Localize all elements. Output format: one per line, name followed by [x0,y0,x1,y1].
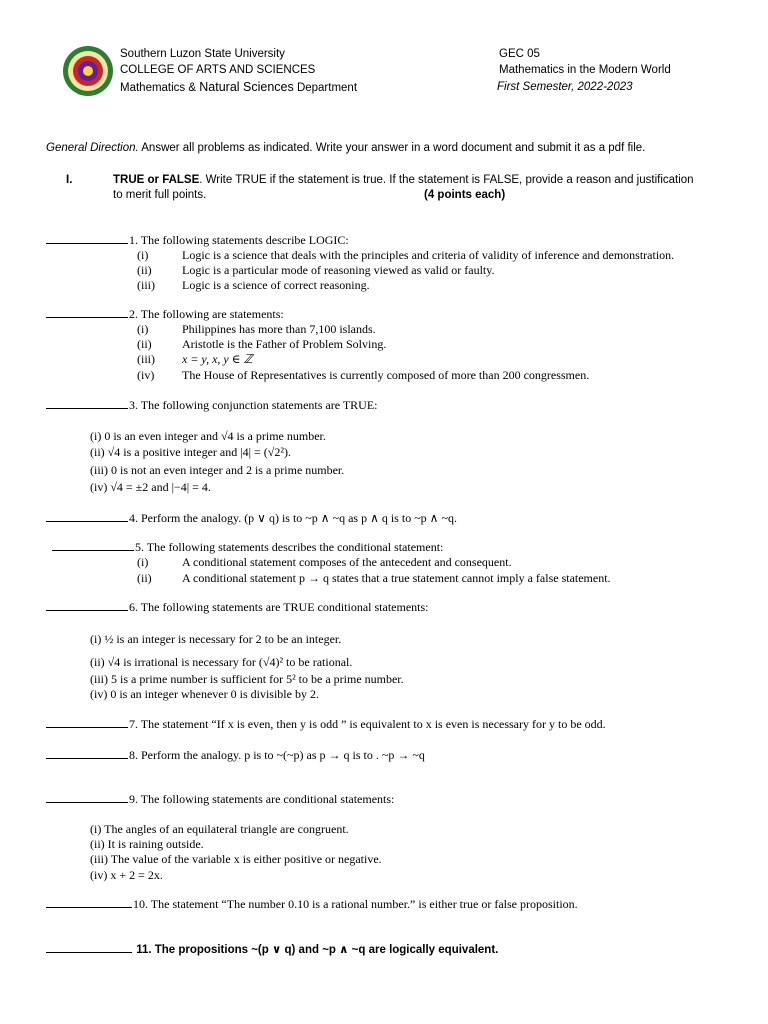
list-item: (iv) 0 is an integer whenever 0 is divisible by 2. [90,687,319,701]
answer-blank[interactable] [46,233,128,244]
section-instructions: TRUE or FALSE. Write TRUE if the statement is true. If the statement is FALSE, provide a reason and justification [113,174,694,186]
list-item: (ii) √4 is a positive integer and |4| = (√2²). [90,445,291,459]
list-item: (ii) √4 is irrational is necessary for (√4)² to be rational. [90,655,353,669]
list-item: (i) Philippines has more than 7,100 islands. [137,322,376,336]
answer-blank[interactable] [46,307,128,318]
list-item: (iv) x + 2 = 2x. [90,868,163,882]
question-3: 3. The following conjunction statements are TRUE: [46,398,378,413]
answer-blank[interactable] [46,748,128,759]
question-10: 10. The statement “The number 0.10 is a rational number.” is either true or false proposition. [46,897,578,912]
list-item: (iii) Logic is a science of correct reasoning. [137,278,370,292]
question-8: 8. Perform the analogy. p is to ~(~p) as p → q is to . ~p → ~q [46,748,425,763]
college-name: COLLEGE OF ARTS AND SCIENCES [120,64,316,76]
question-11: 11. The propositions ~(p ∨ q) and ~p ∧ ~q are logically equivalent. [46,942,498,957]
list-item: (i) Logic is a science that deals with the principles and criteria of validity of inference and demonstration. [137,248,675,262]
question-4: 4. Perform the analogy. (p ∨ q) is to ~p ∧ ~q as p ∧ q is to ~p ∧ ~q. [46,511,457,526]
general-direction: General Direction. Answer all problems as indicated. Write your answer in a word document and submit it as a pdf file. [46,142,646,154]
list-item: (i) A conditional statement composes of the antecedent and consequent. [137,555,512,569]
question-1: 1. The following statements describe LOGIC: [46,233,349,248]
answer-blank[interactable] [46,600,128,611]
semester: First Semester, 2022-2023 [497,81,633,93]
department-name: Mathematics & Natural Sciences Department [120,80,358,94]
question-5: 5. The following statements describes the conditional statement: [52,540,443,555]
question-2: 2. The following are statements: [46,307,284,322]
list-item: (iii) 5 is a prime number is sufficient for 5² to be a prime number. [90,672,404,686]
list-item: (i) 0 is an even integer and √4 is a prime number. [90,429,326,443]
answer-blank[interactable] [46,942,132,953]
section-points: (4 points each) [424,189,506,201]
section-number: I. [66,174,73,186]
section-instructions-cont: to merit full points. [113,189,207,201]
list-item: (i) ½ is an integer is necessary for 2 to be an integer. [90,632,342,646]
list-item: (ii) It is raining outside. [90,837,204,851]
list-item: (iii) The value of the variable x is either positive or negative. [90,852,382,866]
course-title: Mathematics in the Modern World [499,64,671,76]
question-9: 9. The following statements are conditional statements: [46,792,394,807]
answer-blank[interactable] [46,398,128,409]
question-7: 7. The statement “If x is even, then y is odd ” is equivalent to x is even is necessary for y to be odd. [46,717,606,732]
answer-blank[interactable] [52,540,134,551]
answer-blank[interactable] [46,897,132,908]
list-item: (i) The angles of an equilateral triangle are congruent. [90,822,349,836]
list-item: (iv) √4 = ±2 and |−4| = 4. [90,480,211,494]
list-item: (iii) 0 is not an even integer and 2 is a prime number. [90,463,345,477]
course-code: GEC 05 [499,48,540,60]
list-item: (iv) The House of Representatives is currently composed of more than 200 congressmen. [137,368,590,382]
list-item: (ii) A conditional statement p → q states that a true statement cannot imply a false statement. [137,571,611,585]
answer-blank[interactable] [46,792,128,803]
list-item: (iii) x = y, x, y ∈ ℤ [137,352,253,366]
list-item: (ii) Logic is a particular mode of reasoning viewed as valid or faulty. [137,263,495,277]
answer-blank[interactable] [46,717,128,728]
question-6: 6. The following statements are TRUE conditional statements: [46,600,429,615]
university-seal-logo [62,45,114,97]
university-name: Southern Luzon State University [120,48,285,60]
list-item: (ii) Aristotle is the Father of Problem Solving. [137,337,387,351]
answer-blank[interactable] [46,511,128,522]
